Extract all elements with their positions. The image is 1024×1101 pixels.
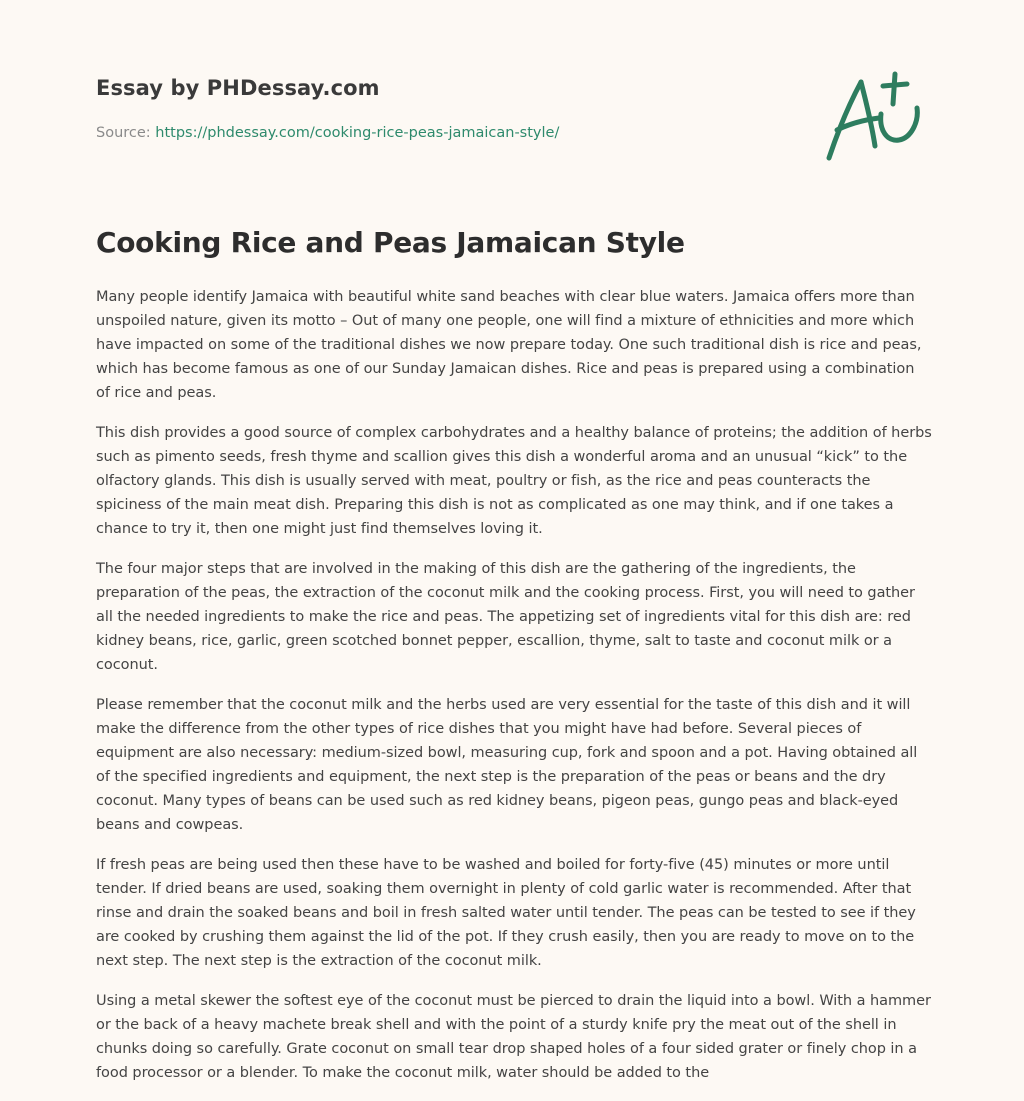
source-link[interactable]: https://phdessay.com/cooking-rice-peas-jamaican-style/ <box>155 125 560 141</box>
a-plus-logo-icon <box>823 68 927 164</box>
source-line <box>96 125 559 141</box>
source-label: Source: <box>96 125 151 141</box>
essay-body <box>96 285 932 1101</box>
essay-paragraph: If fresh peas are being used then these have to be washed and boiled for forty-five (45) minutes or more until tender. If dried beans are used, soaking them overnight in plenty of cold garlic water is recommended. After that rinse and drain the soaked beans and boil in fresh salted water until tender. The peas can be tested to see if they are cooked by crushing them against the lid of the pot. If they crush easily, then you are ready to move on to the next step. The next step is the extraction of the coconut milk. <box>96 857 916 969</box>
site-brand: Essay by PHDessay.com <box>96 76 380 100</box>
essay-paragraph: Please remember that the coconut milk and the herbs used are very essential for the taste of this dish and it will make the difference from the other types of rice dishes that you might have had before. Several pieces of equipment are also necessary: medium-sized bowl, measuring cup, fork and spoon and a pot. Having obtained all of the specified ingredients and equipment, the next step is the preparation of the peas or beans and the dry coconut. Many types of beans can be used such as red kidney beans, pigeon peas, gungo peas and black-eyed beans and cowpeas. <box>96 697 918 833</box>
essay-paragraph: The four major steps that are involved in the making of this dish are the gathering of the ingredients, the preparation of the peas, the extraction of the coconut milk and the cooking process. First, you will need to gather all the needed ingredients to make the rice and peas. The appetizing set of ingredients vital for this dish are: red kidney beans, rice, garlic, green scotched bonnet pepper, escallion, thyme, salt to taste and coconut milk or a coconut. <box>96 561 915 673</box>
essay-paragraph: Many people identify Jamaica with beautiful white sand beaches with clear blue waters. Jamaica offers more than unspoiled nature, given its motto – Out of many one people, one will find a mixture of ethnicities and more which have impacted on some of the traditional dishes we now prepare today. One such traditional dish is rice and peas, which has become famous as one of our Sunday Jamaican dishes. Rice and peas is prepared using a combination of rice and peas. <box>96 289 922 401</box>
essay-paragraph: Using a metal skewer the softest eye of the coconut must be pierced to drain the liquid into a bowl. With a hammer or the back of a heavy machete break shell and with the point of a sturdy knife pry the meat out of the shell in chunks doing so carefully. Grate coconut on small tear drop shaped holes of a four sided grater or finely chop in a food processor or a blender. To make the coconut milk, water should be added to the <box>96 993 931 1081</box>
essay-paragraph: This dish provides a good source of complex carbohydrates and a healthy balance of proteins; the addition of herbs such as pimento seeds, fresh thyme and scallion gives this dish a wonderful aroma and an unusual “kick” to the olfactory glands. This dish is usually served with meat, poultry or fish, as the rice and peas counteracts the spiciness of the main meat dish. Preparing this dish is not as complicated as one may think, and if one takes a chance to try it, then one might just find themselves loving it. <box>96 425 932 537</box>
essay-title: Cooking Rice and Peas Jamaican Style <box>96 226 685 259</box>
